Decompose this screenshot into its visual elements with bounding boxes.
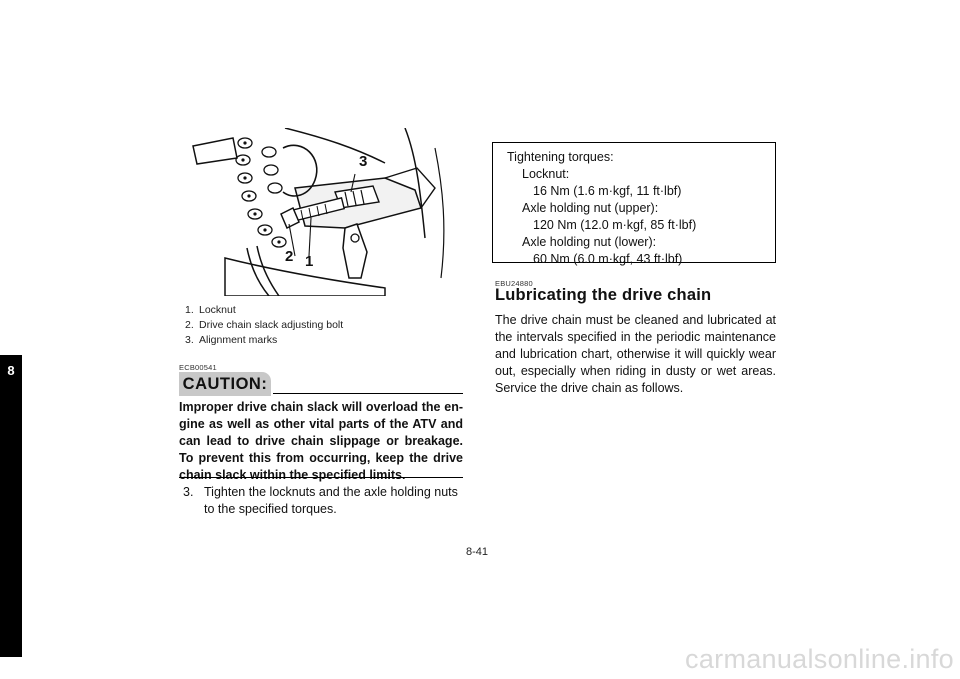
caution-badge: CAUTION: <box>179 372 271 396</box>
figure-callout-1: 1 <box>305 253 314 270</box>
step-text: Tighten the locknuts and the axle holding nuts to the specified torques. <box>204 485 458 516</box>
tightening-torques-box <box>492 142 776 266</box>
caption-item: 1. Locknut <box>185 304 236 316</box>
caution-text: Improper drive chain slack will overload the en-gine as well as other vital parts of the ATV and can lead to drive chain slippage or breakage. To prevent this from occurring, keep the drive chain slack within the specified limits. <box>179 400 463 482</box>
torque-item-name: Axle holding nut (upper): <box>522 201 659 215</box>
figure-callout-3: 3 <box>359 153 368 170</box>
section-code: EBU24880 <box>495 279 533 288</box>
caution-header <box>179 372 463 396</box>
torque-item-value: 60 Nm (6.0 m·kgf, 43 ft·lbf) <box>533 252 683 266</box>
torque-item-value: 120 Nm (12.0 m·kgf, 85 ft·lbf) <box>533 218 697 232</box>
page-number: 8-41 <box>466 546 489 558</box>
step-item <box>183 484 465 518</box>
watermark: carmanualsonline.info <box>685 644 954 674</box>
drive-chain-adjuster-illustration <box>185 128 463 296</box>
caution-end-rule <box>179 477 463 478</box>
caption-item: 2. Drive chain slack adjusting bolt <box>185 319 344 331</box>
torque-heading: Tightening torques: <box>507 150 614 164</box>
caption-item: 3. Alignment marks <box>185 334 278 346</box>
torque-item-value: 16 Nm (1.6 m·kgf, 11 ft·lbf) <box>533 184 682 198</box>
figure-captions <box>185 303 343 348</box>
torque-item-name: Axle holding nut (lower): <box>522 235 657 249</box>
section-title: Lubricating the drive chain <box>495 286 712 304</box>
figure-callout-2: 2 <box>285 248 294 265</box>
section-body: The drive chain must be cleaned and lubricated at the intervals specified in the periodic maintenance and lubrication chart, otherwise it will quickly wear out, especially when riding in dusty or wet areas. Service the drive chain as follows. <box>495 313 776 395</box>
torque-item-name: Locknut: <box>522 167 570 181</box>
caution-rule <box>273 393 463 394</box>
caution-code: ECB00541 <box>179 363 217 372</box>
step-number: 3. <box>183 485 194 499</box>
chapter-tab: 8 <box>0 355 22 657</box>
